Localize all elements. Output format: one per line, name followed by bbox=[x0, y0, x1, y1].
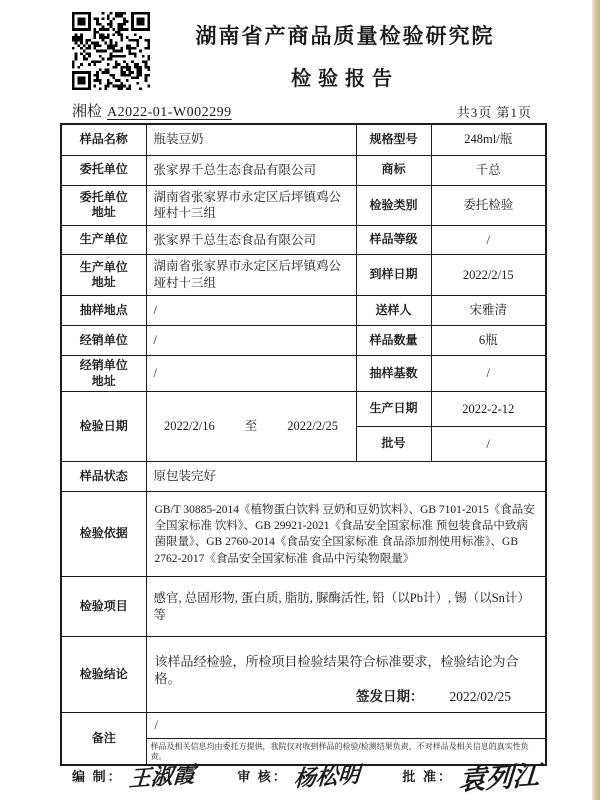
field-value: 张家界千总生态食品有限公司 bbox=[146, 226, 356, 255]
inspection-date-word: 至 bbox=[244, 419, 258, 434]
production-date-value: 2022-2-12 bbox=[431, 392, 546, 427]
table-row bbox=[61, 356, 546, 392]
approved-label: 批 准： bbox=[402, 769, 453, 784]
remark-label: 备注 bbox=[61, 713, 146, 766]
pagination: 共3页 第1页 bbox=[456, 105, 532, 120]
field-label: 委托单位 地址 bbox=[61, 185, 146, 226]
field-value: 248ml/瓶 bbox=[431, 124, 546, 155]
field-label: 委托单位 bbox=[61, 155, 146, 185]
table-row bbox=[61, 255, 546, 296]
signature-row bbox=[72, 756, 540, 795]
inspection-items-value: 感官, 总固形物, 蛋白质, 脂肪, 脲酶活性, 铅（以Pb计）, 锡（以Sn计）等 bbox=[146, 577, 546, 637]
table-row bbox=[61, 124, 546, 155]
conclusion-cell bbox=[146, 637, 546, 713]
prepared-signature: 王淑霞 bbox=[127, 761, 196, 793]
report-header bbox=[72, 12, 540, 92]
table-row bbox=[61, 326, 546, 356]
field-label: 到样日期 bbox=[356, 255, 431, 296]
table-row-conclusion bbox=[61, 637, 546, 713]
reference-row bbox=[72, 100, 532, 121]
field-value: / bbox=[146, 296, 356, 326]
reviewed-label: 审 核： bbox=[237, 769, 288, 784]
field-value: 湖南省张家界市永定区后坪镇鸡公垭村十三组 bbox=[146, 255, 356, 296]
field-value: / bbox=[431, 356, 546, 392]
record-number bbox=[72, 100, 232, 121]
field-value: 6瓶 bbox=[431, 326, 546, 356]
field-value: 宋雅清 bbox=[431, 296, 546, 326]
table-row-inspection-date bbox=[61, 392, 546, 427]
field-label: 样品数量 bbox=[356, 326, 431, 356]
inspection-date-from: 2022/2/16 bbox=[164, 419, 215, 434]
table-row-basis bbox=[61, 492, 546, 577]
field-value: / bbox=[146, 326, 356, 356]
conclusion-label: 检验结论 bbox=[61, 637, 146, 713]
remark-footnote: 样品及相关信息均由委托方提供，我院仅对收到样品的检验/检测结果负责，不对样品及相关信息的真实性负责。 bbox=[147, 738, 546, 764]
field-label: 抽样基数 bbox=[356, 356, 431, 392]
inspection-basis-label: 检验依据 bbox=[61, 492, 146, 577]
field-label: 规格型号 bbox=[356, 124, 431, 155]
field-label: 生产单位 bbox=[61, 226, 146, 255]
reviewed-by bbox=[237, 760, 360, 791]
table-row bbox=[61, 185, 546, 226]
field-label: 抽样地点 bbox=[61, 296, 146, 326]
sign-date-label: 签发日期： bbox=[355, 689, 424, 705]
institute-name: 湖南省产商品质量检验研究院 bbox=[195, 24, 495, 48]
field-label: 样品名称 bbox=[61, 124, 146, 155]
table-row-items bbox=[61, 577, 546, 637]
field-label: 商标 bbox=[356, 155, 431, 185]
batch-label: 批号 bbox=[356, 427, 431, 462]
table-row bbox=[61, 296, 546, 326]
production-date-label: 生产日期 bbox=[356, 392, 431, 427]
title-block bbox=[150, 12, 540, 92]
inspection-date-label: 检验日期 bbox=[61, 392, 146, 462]
prepared-by bbox=[72, 760, 195, 791]
inspection-date-value bbox=[146, 392, 356, 462]
record-prefix: 湘检 bbox=[72, 104, 103, 120]
field-label: 检验类别 bbox=[356, 185, 431, 226]
report-title: 检验报告 bbox=[291, 67, 399, 90]
inspection-date-to: 2022/2/25 bbox=[287, 419, 338, 434]
field-value: 千总 bbox=[431, 155, 546, 185]
field-label: 送样人 bbox=[356, 296, 431, 326]
sign-date-value: 2022/02/25 bbox=[449, 689, 511, 705]
scan-edge-shadow bbox=[592, 0, 600, 800]
table-row bbox=[61, 226, 546, 255]
conclusion-text: 该样品经检验，所检项目检验结果符合标准要求，检验结论为合格。 bbox=[154, 653, 519, 687]
sample-status-label: 样品状态 bbox=[61, 462, 146, 492]
field-value: 2022/2/15 bbox=[431, 255, 546, 296]
table-row bbox=[61, 155, 546, 185]
field-label: 生产单位 地址 bbox=[61, 255, 146, 296]
table-row-sample-status bbox=[61, 462, 546, 492]
inspection-report-table bbox=[60, 123, 547, 766]
field-label: 样品等级 bbox=[356, 226, 431, 255]
field-value: 湖南省张家界市永定区后坪镇鸡公垭村十三组 bbox=[146, 185, 356, 226]
qr-code-icon bbox=[72, 12, 150, 90]
approved-signature: 袁列江 bbox=[457, 760, 541, 797]
approved-by bbox=[402, 756, 540, 795]
field-label: 经销单位 bbox=[61, 326, 146, 356]
field-label: 经销单位 地址 bbox=[61, 356, 146, 392]
field-value: / bbox=[146, 356, 356, 392]
prepared-label: 编 制： bbox=[72, 769, 123, 784]
record-no: A2022-01-W002299 bbox=[107, 105, 232, 120]
remark-value: / bbox=[154, 718, 158, 733]
field-value: / bbox=[431, 226, 546, 255]
reviewed-signature: 杨松明 bbox=[292, 761, 361, 793]
field-value: 委托检验 bbox=[431, 185, 546, 226]
field-value: 瓶装豆奶 bbox=[146, 124, 356, 155]
field-value: 张家界千总生态食品有限公司 bbox=[146, 155, 356, 185]
batch-value: / bbox=[431, 427, 546, 462]
sample-status-value: 原包装完好 bbox=[146, 462, 546, 492]
inspection-basis-value: GB/T 30885-2014《植物蛋白饮料 豆奶和豆奶饮料》、GB 7101-2015《食品安全国家标准 饮料》、GB 29921-2021《食品安全国家标准 预包装食品中致病菌限量》、GB 2760-2014《食品安全国家标准 食品添加剂使用标准》、GB 2762-2017《食品安全国家标准 食品中污染物限量》 bbox=[146, 492, 546, 577]
inspection-items-label: 检验项目 bbox=[61, 577, 146, 637]
